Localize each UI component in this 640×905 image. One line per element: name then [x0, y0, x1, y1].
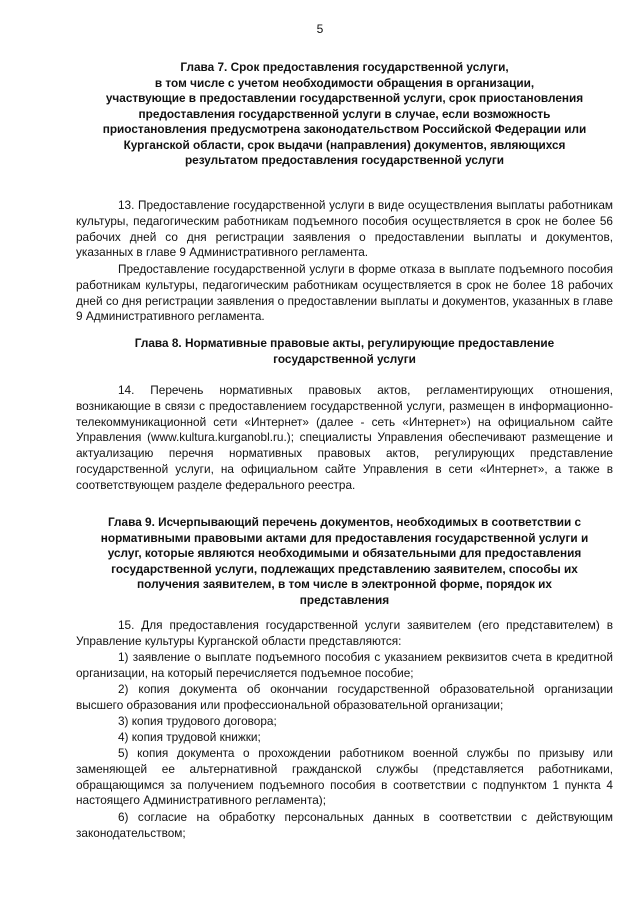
chapter-7-title-line: результатом предоставления государственной услуги — [184, 153, 505, 167]
list-item-3: 3) копия трудового договора; — [118, 714, 277, 728]
chapter-8-title-line: государственной услуги — [273, 351, 416, 366]
chapter-7-title-line: приостановления предусмотрена законодательством Российской Федерации или — [102, 122, 587, 136]
list-item-5: 5) копия документа о прохождении работником военной службы по призыву или заменяющей ее альтернативной гражданской службы (представляется работниками, обращающимся за получением подъемного пособия в соответствии с подпунктом 1 пункта 4 настоящего Административного регламента); — [76, 746, 613, 808]
list-item-1: 1) заявление о выплате подъемного пособия с указанием реквизитов счета в кредитной организации, на который перечисляется подъемное пособие; — [76, 650, 613, 680]
chapter-9-title-line: государственной услуги, подлежащих представлению заявителем, способы их — [111, 561, 578, 576]
chapter-7-title-line: Глава 7. Срок предоставления государственной услуги, — [180, 60, 509, 74]
chapter-9-title-line: Глава 9. Исчерпывающий перечень документов, необходимых в соответствии с — [107, 515, 582, 529]
paragraph-13-refusal: Предоставление государственной услуги в форме отказа в выплате подъемного пособия работникам культуры, педагогическим работникам осуществляется в срок не более 18 рабочих дней со дня регистрации заявления о предоставлении выплаты и документов, указанных в главе 9 Административного регламента. — [76, 262, 613, 324]
chapter-7-title-line: предоставления государственной услуги в случае, если возможность — [138, 106, 551, 121]
chapter-9-title-line: услуг, которые являются необходимыми и обязательными для предоставления — [107, 546, 582, 560]
chapter-7-title — [72, 60, 617, 169]
page-number: 5 — [316, 22, 324, 36]
paragraph-14: 14. Перечень нормативных правовых актов, регламентирующих отношения, возникающие в связи с предоставлением государственной услуги, размещен в информационно-телекоммуникационной сети «Интернет» (далее - сеть «Интернет») на официальном сайте Управления (www.kultura.kurganobl.ru.); специалисты Управления обеспечивают размещение и актуализацию перечня нормативных правовых актов, регулирующих представление государственной услуги, на официальном сайте Управления в сети «Интернет», а также в соответствующем разделе федерального реестра. — [76, 383, 613, 492]
chapter-9-title-line: получения заявителем, в том числе в электронной форме, порядок их — [137, 577, 552, 591]
chapter-7-title-line: участвующие в предоставлении государственной услуги, срок приостановления — [105, 91, 584, 105]
paragraph-15: 15. Для предоставления государственной услуги заявителем (его представителем) в Управление культуры Курганской области представляются: — [76, 618, 613, 648]
list-item-2: 2) копия документа об окончании государственной образовательной организации высшего образования или профессиональной образовательной организации; — [76, 682, 613, 712]
chapter-8-title — [72, 336, 617, 367]
chapter-7-title-line: в том числе с учетом необходимости обращения в организации, — [154, 75, 535, 90]
paragraph-13: 13. Предоставление государственной услуги в виде осуществления выплаты работникам культуры, педагогическим работникам подъемного пособия осуществляется в срок не более 56 рабочих дней со дня регистрации заявления о предоставлении выплаты и документов, указанных в главе 9 Административного регламента. — [76, 198, 613, 260]
chapter-7-title-line: Курганской области, срок выдачи (направления) документов, являющихся — [123, 137, 566, 152]
chapter-9-title-line: представления — [299, 592, 390, 607]
list-item-4: 4) копия трудовой книжки; — [118, 730, 261, 744]
chapter-9-title — [72, 515, 617, 608]
chapter-8-title-line: Глава 8. Нормативные правовые акты, регулирующие предоставление — [134, 336, 555, 350]
chapter-9-title-line: нормативными правовыми актами для предоставления государственной услуги и — [100, 530, 589, 545]
list-item-6: 6) согласие на обработку персональных данных в соответствии с действующим законодательством; — [76, 810, 613, 840]
